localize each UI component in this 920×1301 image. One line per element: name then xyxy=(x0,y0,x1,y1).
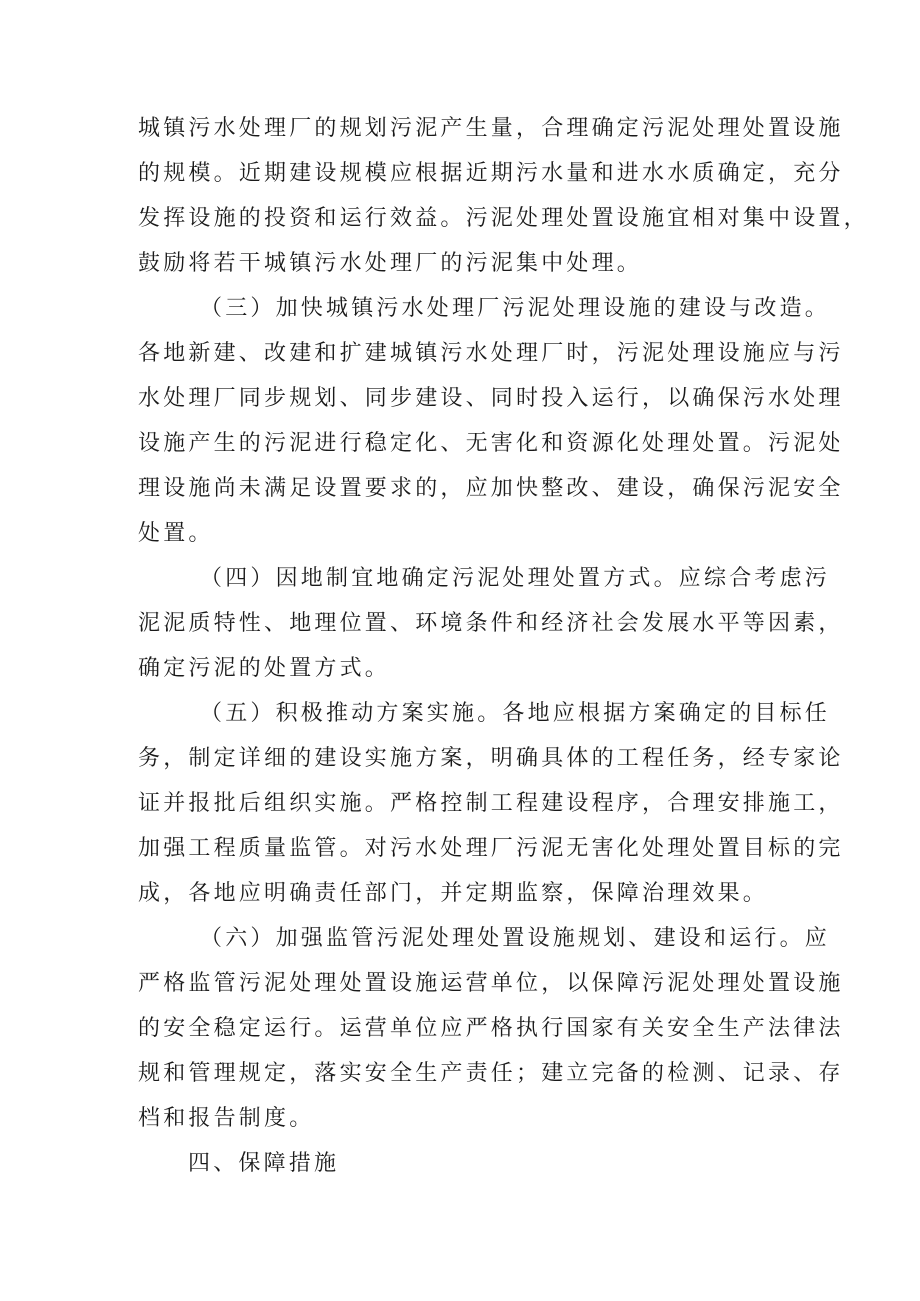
text-line: 确定污泥的处置方式。 xyxy=(138,656,391,681)
paragraph-item-four xyxy=(138,556,844,691)
text-line: 严格监管污泥处理处置设施运营单位，以保障污泥处理处置设施 xyxy=(138,971,844,996)
text-line: 的安全稳定运行。运营单位应严格执行国家有关安全生产法律法 xyxy=(138,1016,844,1041)
text-line: 证并报批后组织实施。严格控制工程建设程序，合理安排施工， xyxy=(138,791,844,816)
text-line: （五）积极推动方案实施。各地应根据方案确定的目标任 xyxy=(200,701,831,726)
text-line: 的规模。近期建设规模应根据近期污水量和进水水质确定，充分 xyxy=(138,161,844,186)
text-line: 成，各地应明确责任部门，并定期监察，保障治理效果。 xyxy=(138,881,769,906)
text-line: 各地新建、改建和扩建城镇污水处理厂时，污泥处理设施应与污 xyxy=(138,341,844,366)
paragraph-item-five xyxy=(138,691,844,916)
text-line: 水处理厂同步规划、同步建设、同时投入运行，以确保污水处理 xyxy=(138,386,844,411)
text-line: （四）因地制宜地确定污泥处理处置方式。应综合考虑污 xyxy=(200,566,831,591)
text-line: 档和报告制度。 xyxy=(138,1106,315,1131)
document-body xyxy=(138,106,869,1186)
text-line: （六）加强监管污泥处理处置设施规划、建设和运行。应 xyxy=(200,926,831,951)
text-line: 规和管理规定，落实安全生产责任；建立完备的检测、记录、存 xyxy=(138,1061,844,1086)
paragraph-item-three xyxy=(138,286,844,556)
text-line: （三）加快城镇污水处理厂污泥处理设施的建设与改造。 xyxy=(200,296,831,321)
section-heading: 四、保障措施 xyxy=(188,1151,340,1176)
text-line: 泥泥质特性、地理位置、环境条件和经济社会发展水平等因素， xyxy=(138,611,844,636)
text-line: 加强工程质量监管。对污水处理厂污泥无害化处理处置目标的完 xyxy=(138,836,844,861)
paragraph-continued xyxy=(138,106,869,286)
text-line: 鼓励将若干城镇污水处理厂的污泥集中处理。 xyxy=(138,251,643,276)
text-line: 城镇污水处理厂的规划污泥产生量，合理确定污泥处理处置设施 xyxy=(138,116,844,141)
paragraph-item-six xyxy=(138,916,844,1141)
text-line: 务，制定详细的建设实施方案，明确具体的工程任务，经专家论 xyxy=(138,746,844,771)
text-line: 发挥设施的投资和运行效益。污泥处理处置设施宜相对集中设置， xyxy=(138,206,869,231)
text-line: 处置。 xyxy=(138,521,214,546)
text-line: 设施产生的污泥进行稳定化、无害化和资源化处理处置。污泥处 xyxy=(138,431,844,456)
text-line: 理设施尚未满足设置要求的，应加快整改、建设，确保污泥安全 xyxy=(138,476,844,501)
